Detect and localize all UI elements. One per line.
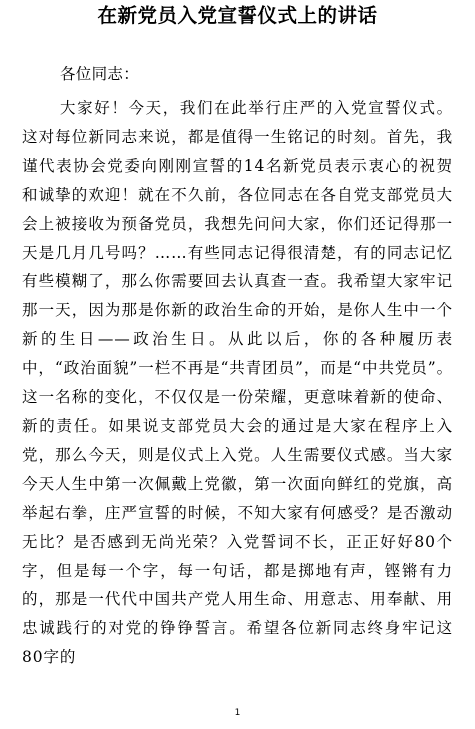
salutation: 各位同志： — [60, 65, 140, 83]
speech-paragraph: 大家好！今天，我们在此举行庄严的入党宣誓仪式。这对每位新同志来说，都是值得一生铭记的时刻。首先，我谨代表协会党委向刚刚宣誓的14名新党员表示衷心的祝贺和诚挚的欢迎！就在不久前，各位同志在各自党支部党员大会上被接收为预备党员，我想先问问大家，你们还记得那一天是几月几号吗？……有些同志记得很清楚，有的同志记忆有些模糊了，那么你需要回去认真查一查。我希望大家牢记那一天，因为那是你新的政治生命的开始，是你人生中一个新的生日——政治生日。从此以后，你的各种履历表中，“政治面貌”一栏不再是“共青团员”，而是“中共党员”。这一名称的变化，不仅仅是一份荣耀，更意味着新的使命、新的责任。如果说支部党员大会的通过是大家在程序上入党，那么今天，则是仪式上入党。人生需要仪式感。当大家今天人生中第一次佩戴上党徽，第一次面向鲜红的党旗，高举起右拳，庄严宣誓的时候，不知大家有何感受？是否激动无比？是否感到无尚光荣？入党誓词不长，正正好好80个字，但是每一个字，每一句话，都是掷地有声，铿锵有力的，那是一代代中国共产党人用生命、用意志、用奉献、用忠诚践行的对党的铮铮誓言。希望各位新同志终身牢记这80字的 — [22, 99, 453, 667]
page-title: 在新党员入党宣誓仪式上的讲话 — [97, 4, 378, 27]
page-number: 1 — [234, 708, 241, 718]
